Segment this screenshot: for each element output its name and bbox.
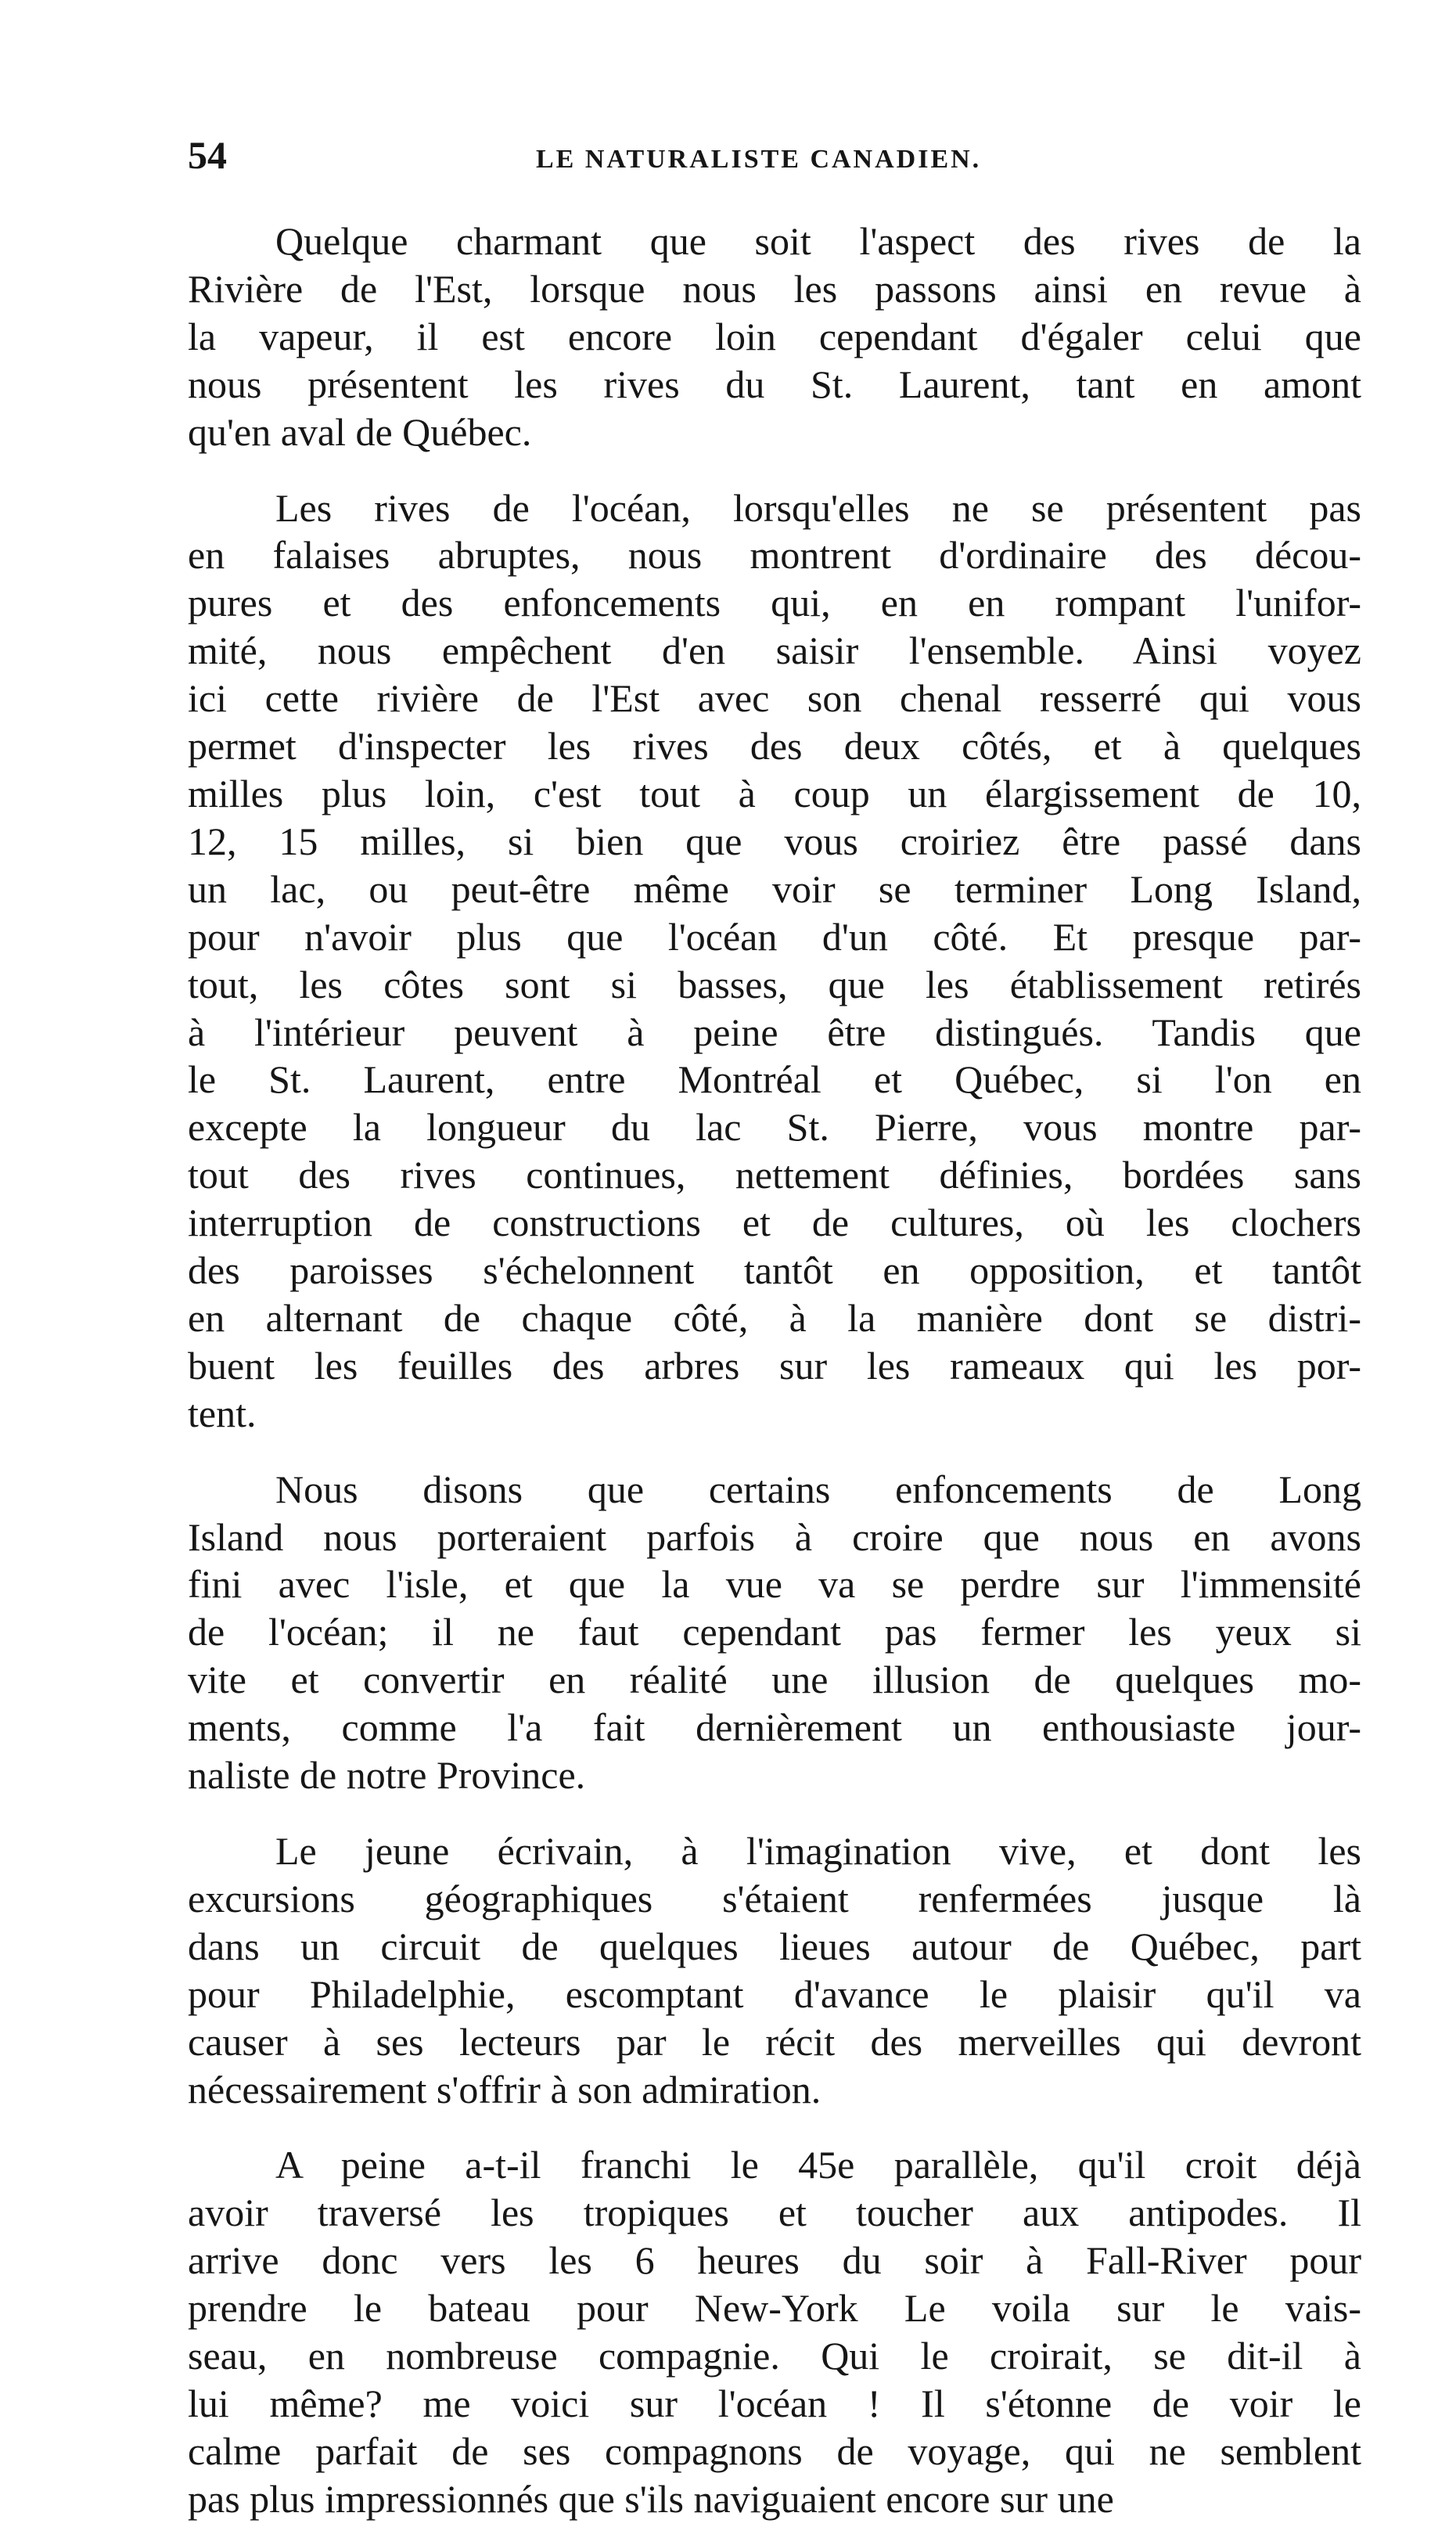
text-line: vite et convertir en réalité une illusion de quelques mo- (188, 1658, 1361, 1702)
text-line: lui même? me voici sur l'océan ! Il s'étonne de voir le (188, 2381, 1361, 2425)
text-line: interruption de constructions et de cultures, où les clochers (188, 1201, 1361, 1245)
text-line: buent les feuilles des arbres sur les rameaux qui les por- (188, 1343, 1361, 1388)
text-line: à l'intérieur peuvent à peine être distingués. Tandis que (188, 1010, 1361, 1054)
paragraph (188, 218, 1361, 456)
text-line: Island nous porteraient parfois à croire que nous en avons (188, 1514, 1361, 1559)
page-number: 54 (188, 133, 227, 177)
text-line: ici cette rivière de l'Est avec son chenal resserré qui vous (188, 676, 1361, 721)
text-line: pour Philadelphie, escomptant d'avance le plaisir qu'il va (188, 1971, 1361, 2016)
text-line: un lac, ou peut-être même voir se terminer Long Island, (188, 866, 1361, 911)
text-line: arrive donc vers les 6 heures du soir à Fall-River pour (188, 2238, 1361, 2283)
text-line: ments, comme l'a fait dernièrement un enthousiaste jour- (188, 1705, 1361, 1750)
text-line: excepte la longueur du lac St. Pierre, vous montre par- (188, 1105, 1361, 1150)
page-header (188, 131, 1361, 194)
text-line: qu'en aval de Québec. (188, 409, 532, 454)
text-line: Quelque charmant que soit l'aspect des rives de la (275, 219, 1361, 263)
text-line: naliste de notre Province. (188, 1753, 586, 1798)
text-line: le St. Laurent, entre Montréal et Québec, si l'on en (188, 1057, 1361, 1102)
text-line: prendre le bateau pour New-York Le voila sur le vais- (188, 2286, 1361, 2331)
text-line: Nous disons que certains enfoncements de Long (275, 1467, 1361, 1511)
text-line: nécessairement s'offrir à son admiration. (188, 2067, 821, 2111)
text-line: permet d'inspecter les rives des deux côtés, et à quelques (188, 724, 1361, 769)
text-line: nous présentent les rives du St. Laurent, tant en amont (188, 362, 1361, 406)
text-line: en alternant de chaque côté, à la manière dont se distri- (188, 1295, 1361, 1340)
paragraph (188, 1827, 1361, 2113)
text-line: mité, nous empêchent d'en saisir l'ensemble. Ainsi voyez (188, 628, 1361, 673)
running-head: LE NATURALISTE CANADIEN. (536, 145, 982, 174)
text-line: Le jeune écrivain, à l'imagination vive, et dont les (275, 1829, 1361, 1873)
paragraph (188, 1466, 1361, 1799)
text-line: causer à ses lecteurs par le récit des merveilles qui devront (188, 2019, 1361, 2064)
text-line: milles plus loin, c'est tout à coup un élargissement de 10, (188, 771, 1361, 815)
text-line: avoir traversé les tropiques et toucher aux antipodes. Il (188, 2191, 1361, 2235)
text-line: fini avec l'isle, et que la vue va se perdre sur l'immensité (188, 1562, 1361, 1607)
text-line: Les rives de l'océan, lorsqu'elles ne se présentent pas (275, 485, 1361, 530)
text-line: des paroisses s'échelonnent tantôt en opposition, et tantôt (188, 1248, 1361, 1293)
text-line: pures et des enfoncements qui, en en rompant l'unifor- (188, 581, 1361, 625)
text-line: dans un circuit de quelques lieues autour de Québec, part (188, 1924, 1361, 1968)
text-line: seau, en nombreuse compagnie. Qui le croirait, se dit-il à (188, 2334, 1361, 2378)
text-line: la vapeur, il est encore loin cependant d'égaler celui que (188, 314, 1361, 358)
text-line: pour n'avoir plus que l'océan d'un côté. Et presque par- (188, 914, 1361, 959)
text-line: Rivière de l'Est, lorsque nous les passons ainsi en revue à (188, 266, 1361, 311)
text-line: excursions géographiques s'étaient renfermées jusque là (188, 1876, 1361, 1921)
text-line: calme parfait de ses compagnons de voyage, qui ne semblent (188, 2428, 1361, 2473)
paragraph (188, 484, 1361, 1438)
paragraph (188, 2141, 1361, 2522)
body-text (188, 218, 1361, 2523)
text-line: 12, 15 milles, si bien que vous croiriez être passé dans (188, 819, 1361, 863)
text-line: de l'océan; il ne faut cependant pas fermer les yeux si (188, 1610, 1361, 1654)
text-line: en falaises abruptes, nous montrent d'ordinaire des décou- (188, 533, 1361, 578)
text-line: tent. (188, 1391, 257, 1435)
text-line: tout, les côtes sont si basses, que les établissement retirés (188, 962, 1361, 1006)
text-line: A peine a-t-il franchi le 45e parallèle, qu'il croit déjà (275, 2143, 1361, 2187)
text-line: tout des rives continues, nettement définies, bordées sans (188, 1153, 1361, 1197)
text-line: pas plus impressionnés que s'ils naviguaient encore sur une (188, 2476, 1114, 2521)
